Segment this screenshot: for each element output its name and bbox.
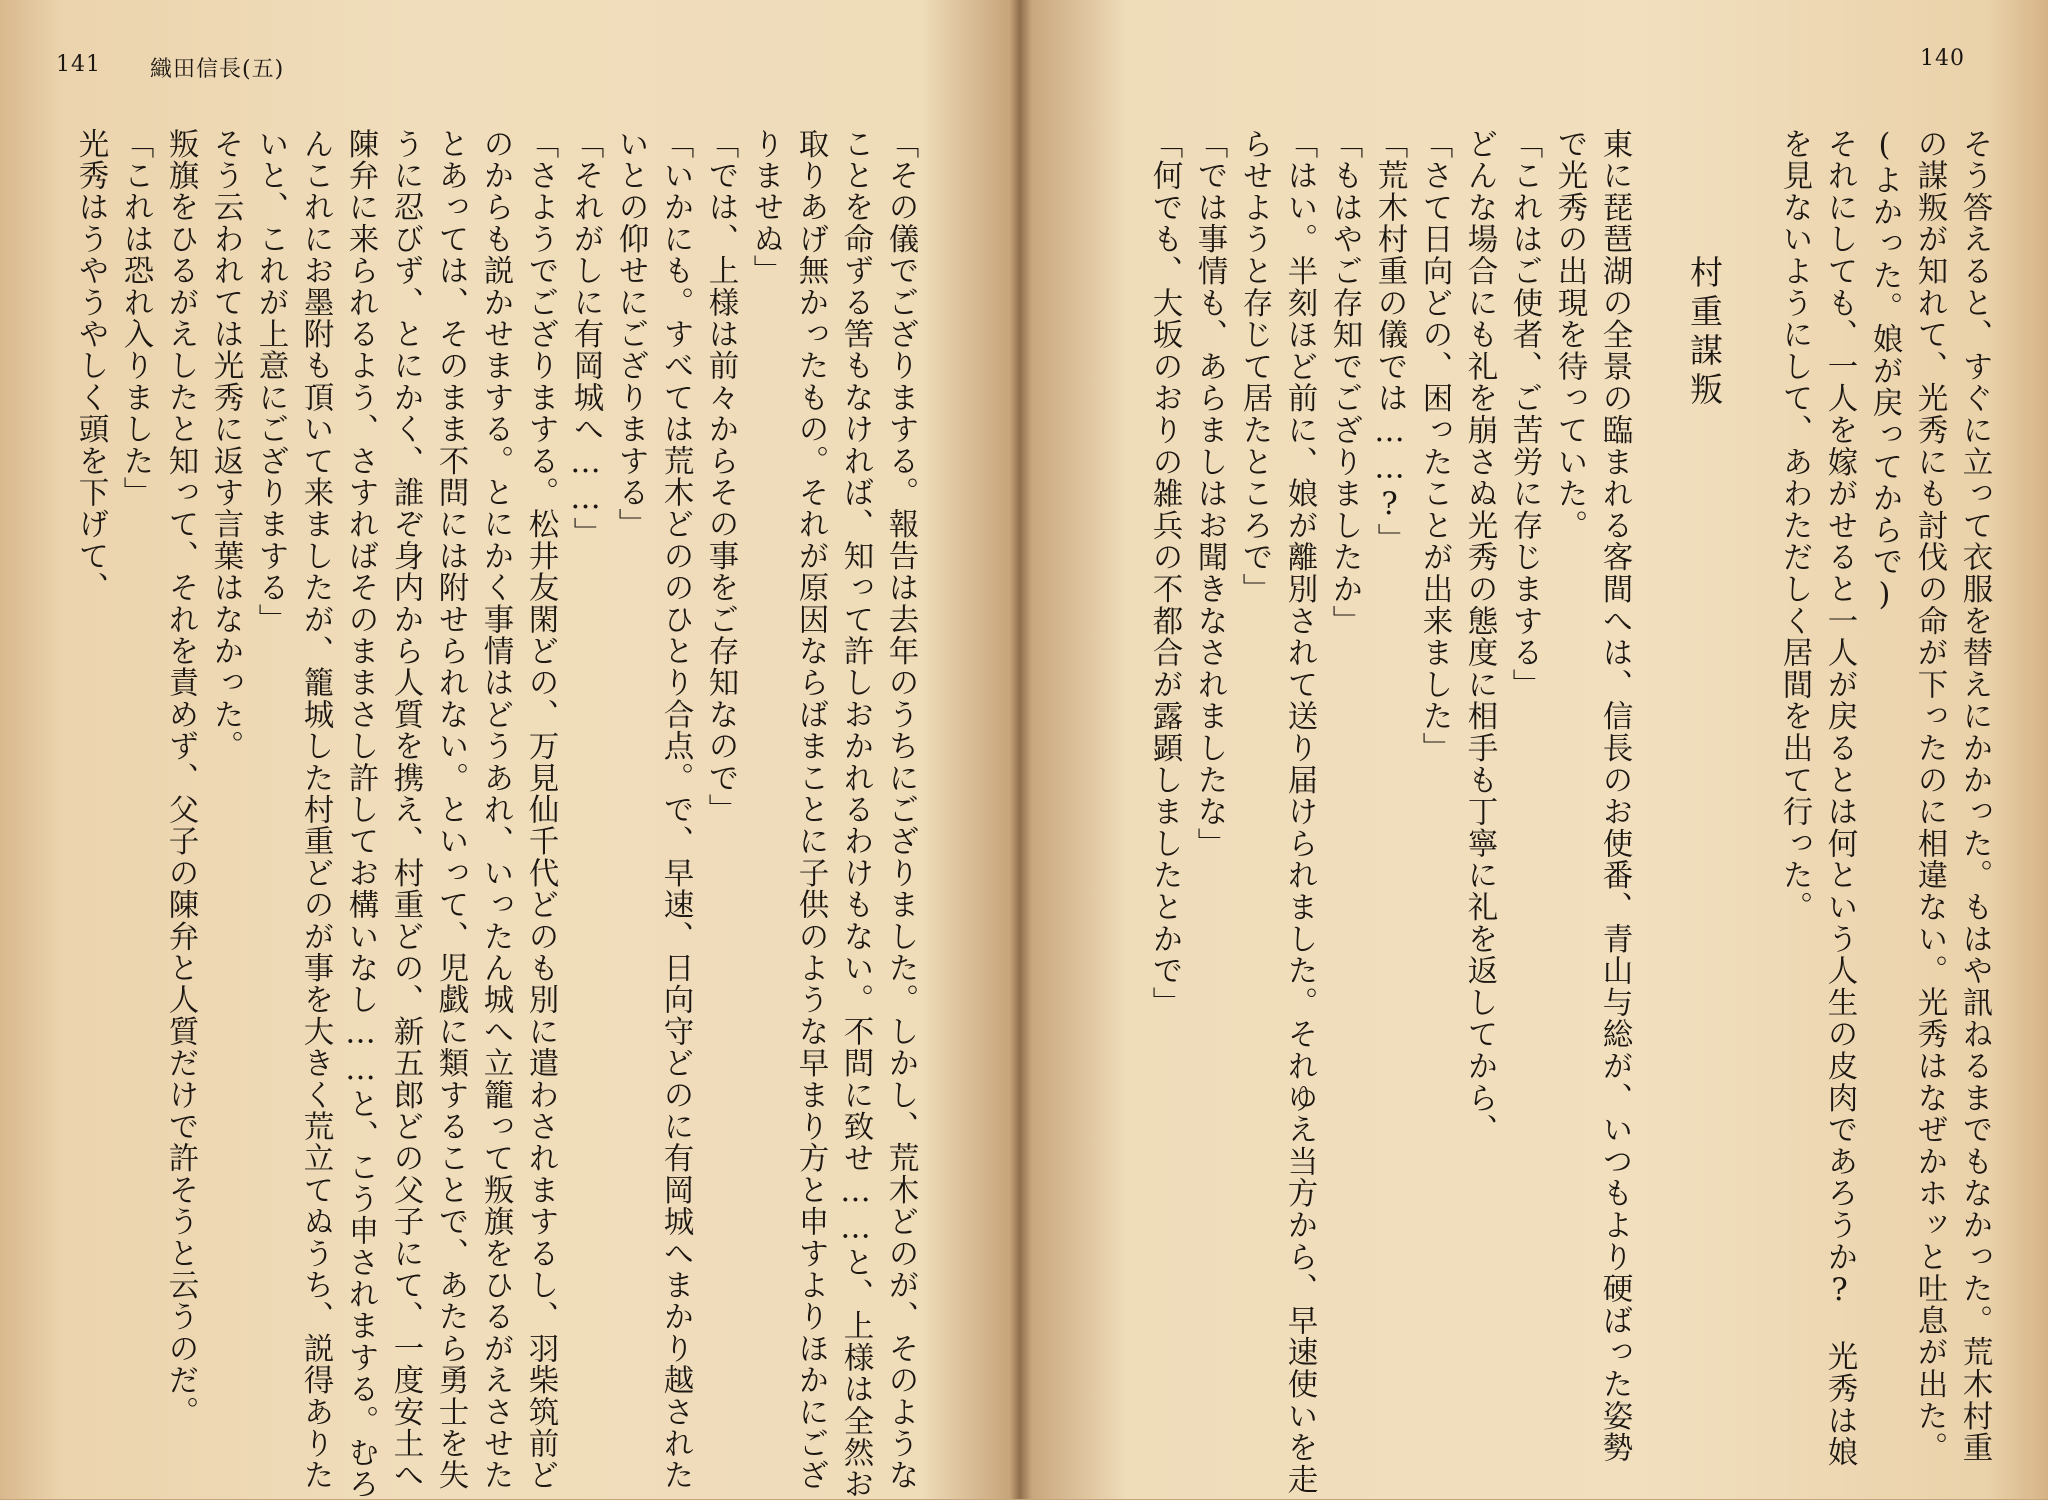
text-line: 東に琵琶湖の全景の臨まれる客間へは、信長のお使番、青山与総が、いつもより硬ばった姿勢 xyxy=(1597,128,1632,1464)
text-line: の謀叛が知れて、光秀にも討伐の命が下ったのに相違ない。光秀はなぜかホッと吐息が出た。 xyxy=(1912,128,1947,1464)
right-page xyxy=(1010,0,2048,1499)
left-page-text xyxy=(67,128,922,1500)
text-line: そう答えると、すぐに立って衣服を替えにかかった。もはや訊ねるまでもなかった。荒木村重 xyxy=(1957,128,1992,1464)
text-line: とあっては、そのまま不問には附せられない。といって、児戯に類することで、あたら勇士を失 xyxy=(433,128,468,1492)
text-line: んこれにお墨附も頂いて来ましたが、籠城した村重どのが事を大きく荒立てぬうち、説得ありた xyxy=(298,128,333,1492)
text-line: うに忍びず、とにかく、誰ぞ身内から人質を携え、村重どの、新五郎どの父子にて、一度安土へ xyxy=(388,128,423,1492)
text-line: 「何でも、大坂のおりの雑兵の不都合が露顕しましたとかで」 xyxy=(1147,128,1182,1019)
text-line: 「では事情も、あらましはお聞きなされましたな」 xyxy=(1192,128,1227,860)
text-line: どんな場合にも礼を崩さぬ光秀の態度に相手も丁寧に礼を返してから、 xyxy=(1462,128,1497,1146)
text-line: 「いかにも。すべては荒木どののひとり合点。で、早速、日向守どのに有岡城へまかり越された xyxy=(658,128,693,1492)
right-page-text xyxy=(1141,128,1996,1496)
text-line: 陳弁に来られるよう、さすればそのままさし許してお構いなし……と、こう申されまする。むろ xyxy=(343,128,378,1500)
text-line: 「その儀でござりまする。報告は去年のうちにござりました。しかし、荒木どのが、そのような xyxy=(883,128,918,1492)
page-number-left: 141 xyxy=(56,52,101,77)
section-spacer xyxy=(1637,128,1681,1488)
text-line: 「これは恐れ入りました」 xyxy=(118,128,153,509)
text-line: 「これはご使者、ご苦労に存じまする」 xyxy=(1507,128,1542,701)
text-line: 取りあげ無かったもの。それが原因ならばまことに子供のような早まり方と申すよりほかにござ xyxy=(793,128,828,1492)
running-title: 織田信長(五) xyxy=(150,57,285,82)
text-line: いとの仰せにござりまする」 xyxy=(613,128,648,541)
text-line: いと、これが上意にござりまする」 xyxy=(253,128,288,636)
section-spacer xyxy=(1727,128,1771,1488)
section-heading: 村重謀叛 xyxy=(1685,255,1724,411)
text-line: らせようと存じて居たところで」 xyxy=(1237,128,1272,605)
text-line: 「はい。半刻ほど前に、娘が離別されて送り届けられました。それゆえ当方から、早速使いを走 xyxy=(1282,128,1317,1496)
text-line: で光秀の出現を待っていた。 xyxy=(1552,128,1587,542)
text-line: 「荒木村重の儀では……?」 xyxy=(1372,128,1407,555)
text-line: りませぬ」 xyxy=(748,128,783,287)
text-line: 「では、上様は前々からその事をご存知なので」 xyxy=(703,128,738,826)
text-line: 光秀はうやうやしく頭を下げて、 xyxy=(73,128,108,604)
text-line: 「それがしに有岡城へ……」 xyxy=(568,128,603,550)
text-line: 「さて日向どの、困ったことが出来ました」 xyxy=(1417,128,1452,764)
text-line: 叛旗をひるがえしたと知って、それを責めず、父子の陳弁と人質だけで許そうと云うのだ。 xyxy=(163,128,198,1428)
text-line: 「さようでござりまする。松井友閑どの、万見仙千代どのも別に遣わされまするし、羽柴筑前ど xyxy=(523,128,558,1492)
page-number-right: 140 xyxy=(1920,46,1965,71)
text-line: のからも説かせまする。とにかく事情はどうあれ、いったん城へ立籠って叛旗をひるがえさせた xyxy=(478,128,513,1492)
text-line: ことを命ずる筈もなければ、知って許しおかれるわけもない。不問に致せ……と、上様は全然お xyxy=(838,128,873,1500)
text-line: (よかった。娘が戻ってからで) xyxy=(1867,128,1902,614)
text-line: 「もはやご存知でござりましたか」 xyxy=(1327,128,1362,637)
left-page xyxy=(0,0,1010,1499)
text-line: それにしても、一人を嫁がせると一人が戻るとは何という人生の皮肉であろうか? 光秀は娘 xyxy=(1822,128,1857,1469)
text-line: そう云われては光秀に返す言葉はなかった。 xyxy=(208,128,243,762)
text-line: を見ないようにして、あわただしく居間を出て行った。 xyxy=(1777,128,1812,923)
